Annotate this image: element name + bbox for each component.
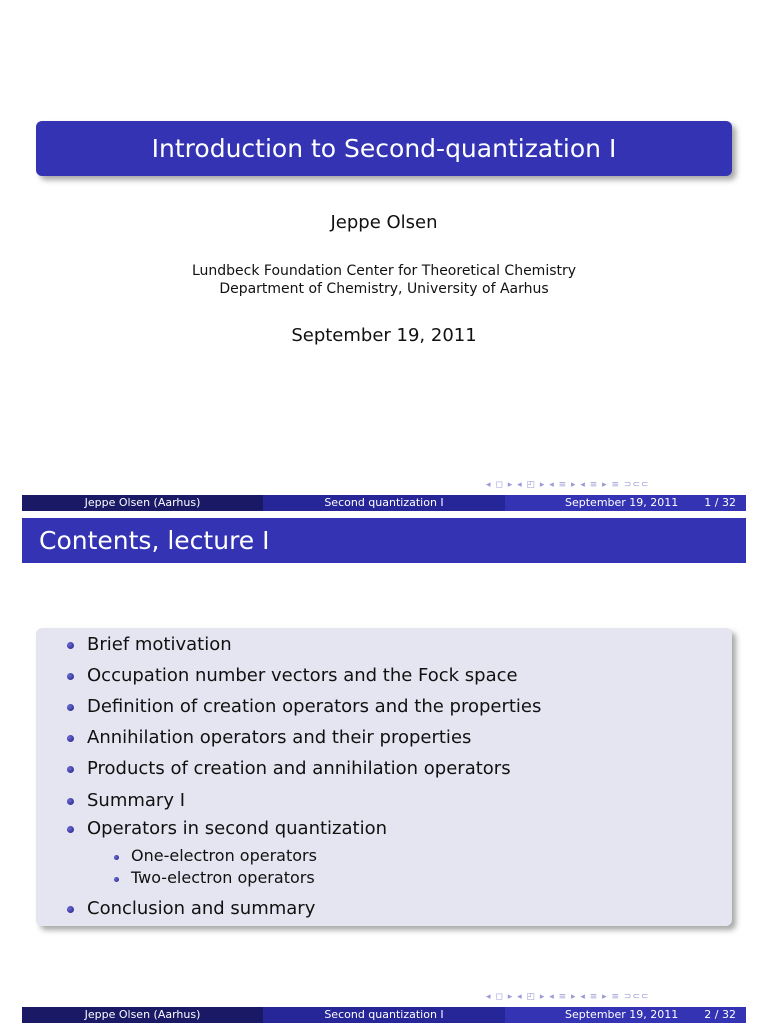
footer-date: September 19, 2011 <box>565 496 679 509</box>
footer-author: Jeppe Olsen (Aarhus) <box>22 495 263 511</box>
slide2-footer <box>22 1007 746 1023</box>
contents-item: Products of creation and annihilation operators <box>87 758 511 779</box>
slide1-footer <box>22 495 746 511</box>
contents-subitem: Two-electron operators <box>131 868 315 887</box>
footer-date-page <box>505 1007 746 1023</box>
bullet-icon <box>67 798 74 805</box>
bullet-icon <box>67 642 74 649</box>
slide1-institution-line1: Lundbeck Foundation Center for Theoretical Chemistry <box>191 263 577 279</box>
slide1-title: Introduction to Second-quantization I <box>151 134 617 163</box>
footer-short-title: Second quantization I <box>263 1007 505 1023</box>
contents-item: Summary I <box>87 790 186 811</box>
footer-author: Jeppe Olsen (Aarhus) <box>22 1007 263 1023</box>
slide1-institution-line2: Department of Chemistry, University of Aarhus <box>219 281 549 297</box>
footer-date-page <box>505 495 746 511</box>
footer-page-number: 1 / 32 <box>704 496 736 509</box>
bullet-icon <box>67 766 74 773</box>
bullet-icon <box>67 826 74 833</box>
contents-item: Occupation number vectors and the Fock space <box>87 665 518 686</box>
contents-item: Conclusion and summary <box>87 898 316 919</box>
slide1-title-box <box>36 121 732 176</box>
slide2-navigation-symbols[interactable]: ◂ ◻ ▸ ◂ ◰ ▸ ◂ ≡ ▸ ◂ ≡ ▸ ≡ ⊃⊂⊂ <box>486 992 650 1002</box>
slide1-navigation-symbols[interactable]: ◂ ◻ ▸ ◂ ◰ ▸ ◂ ≡ ▸ ◂ ≡ ▸ ≡ ⊃⊂⊂ <box>486 480 650 490</box>
bullet-icon <box>67 906 74 913</box>
bullet-icon <box>67 735 74 742</box>
slide1-author: Jeppe Olsen <box>330 212 438 233</box>
footer-page-number: 2 / 32 <box>704 1008 736 1021</box>
contents-item: Definition of creation operators and the properties <box>87 696 542 717</box>
slide1-date: September 19, 2011 <box>291 325 477 346</box>
sub-bullet-icon <box>114 855 119 860</box>
contents-item: Annihilation operators and their properties <box>87 727 472 748</box>
footer-short-title: Second quantization I <box>263 495 505 511</box>
contents-item: Brief motivation <box>87 634 232 655</box>
footer-date: September 19, 2011 <box>565 1008 679 1021</box>
bullet-icon <box>67 673 74 680</box>
sub-bullet-icon <box>114 877 119 882</box>
slide2-frame-title: Contents, lecture I <box>22 518 746 563</box>
bullet-icon <box>67 704 74 711</box>
contents-subitem: One-electron operators <box>131 846 317 865</box>
contents-item: Operators in second quantization <box>87 818 388 839</box>
